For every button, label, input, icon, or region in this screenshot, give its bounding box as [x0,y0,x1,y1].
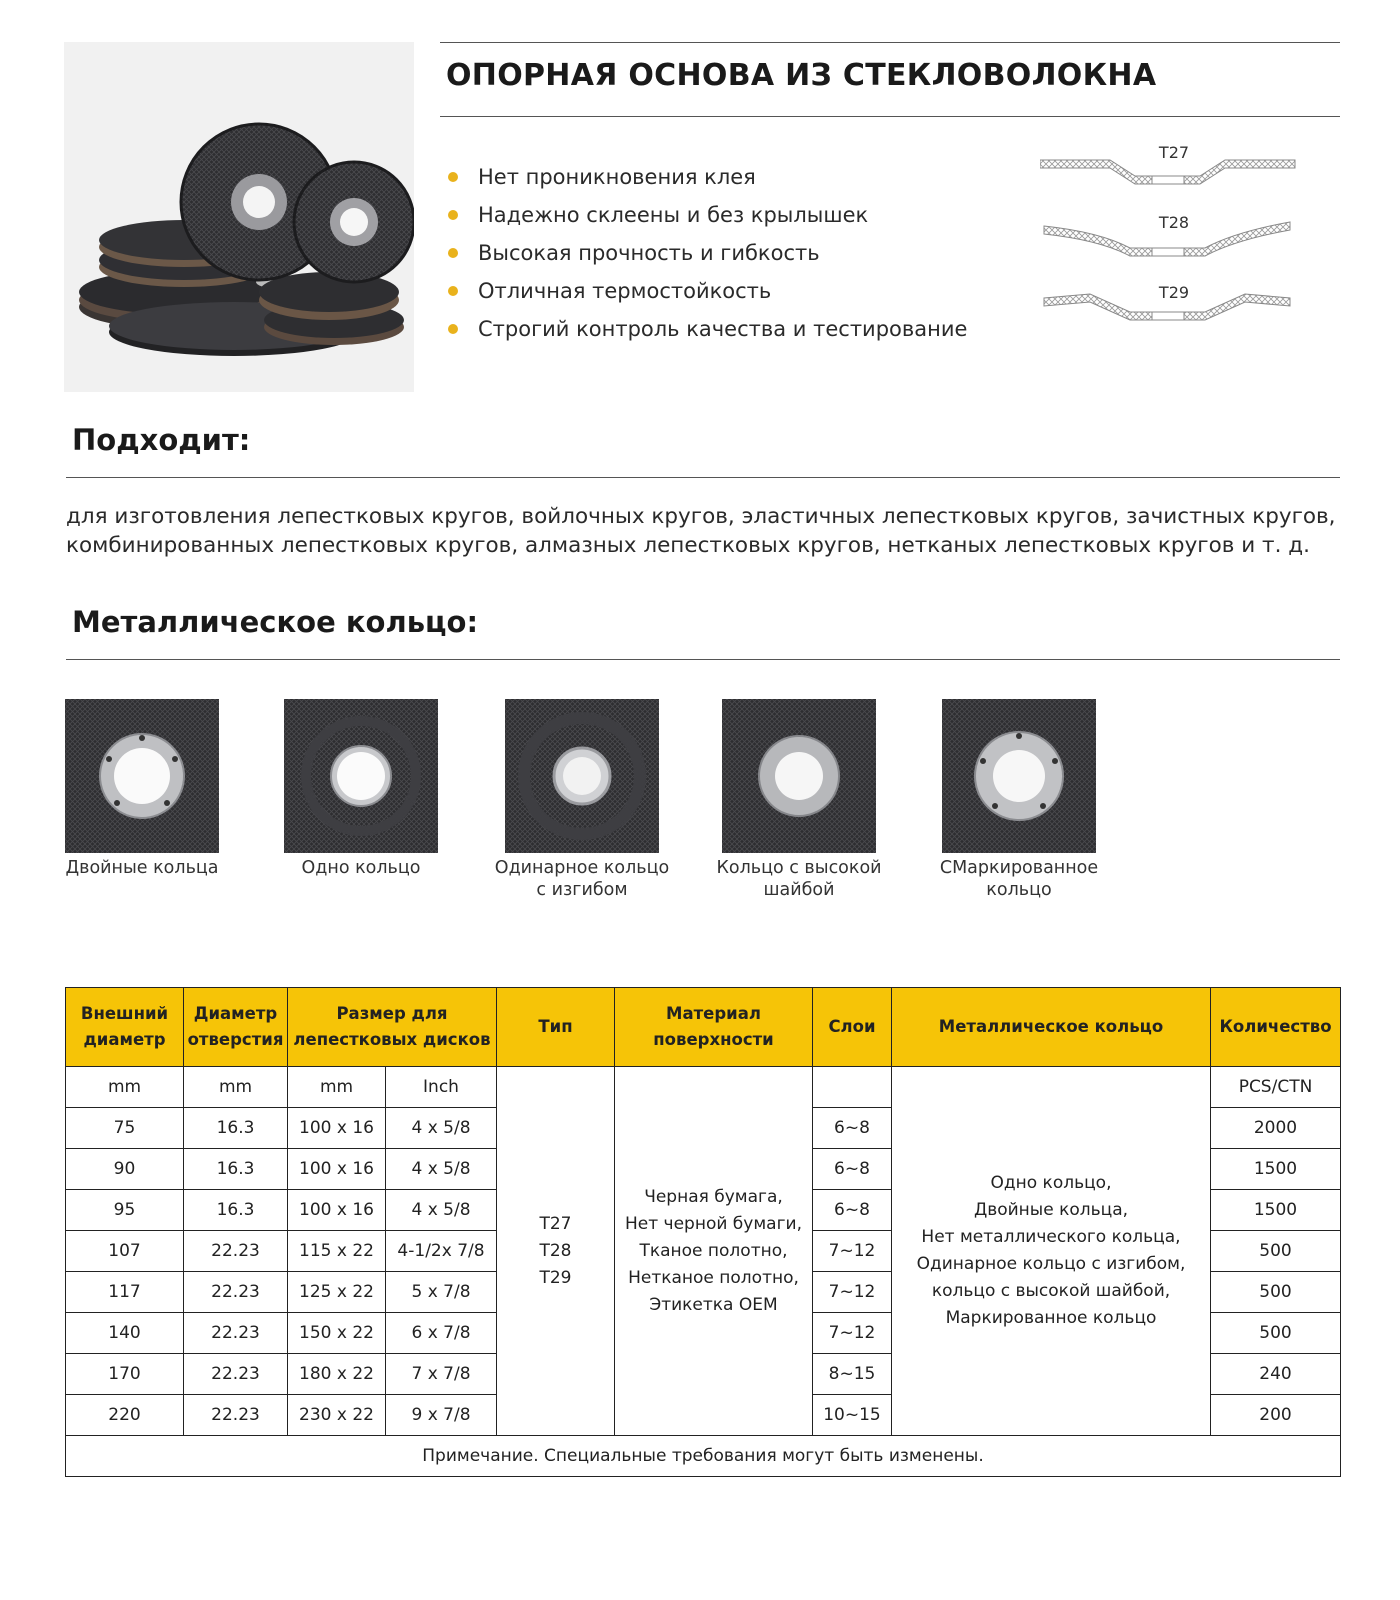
cell-qty: 500 [1211,1272,1341,1313]
unit-cell: PCS/CTN [1211,1067,1341,1108]
header-flap-size: Размер для лепестковых дисков [288,988,497,1067]
surface-line: Тканое полотно, [639,1240,788,1261]
table-units-row [66,1067,1341,1108]
profile-hub-t27 [1152,176,1184,184]
unit-cell [813,1067,892,1108]
cell-size-mm: 100 x 16 [288,1190,386,1231]
feature-item: Отличная термостойкость [446,272,967,310]
cell-outer: 220 [66,1395,184,1436]
unit-cell: mm [288,1067,386,1108]
ring-line: Маркированное кольцо [945,1308,1157,1328]
cell-size-mm: 100 x 16 [288,1149,386,1190]
metal-ring-cell [892,1067,1211,1436]
hero-title-rule [440,116,1340,117]
double-ring-image [65,699,219,853]
cell-size-inch: 4 x 5/8 [386,1108,497,1149]
ring-line: Одно кольцо, [990,1173,1112,1193]
header-layers: Слои [813,988,892,1067]
section-rule [66,477,1340,478]
cell-size-inch: 4 x 5/8 [386,1149,497,1190]
feature-list [446,158,967,348]
cell-layers: 6~8 [813,1190,892,1231]
ring-variant-single [284,699,438,879]
ring-variant-bent [494,699,670,901]
header-surface: Материал поверхности [615,988,813,1067]
cell-outer: 170 [66,1354,184,1395]
cell-outer: 75 [66,1108,184,1149]
type-line: T29 [539,1267,572,1288]
section-rule [66,659,1340,660]
spec-table [65,987,1341,1477]
cell-layers: 6~8 [813,1108,892,1149]
table-note-row [66,1436,1341,1477]
ring-line: Одинарное кольцо с изгибом, [916,1254,1186,1274]
high-washer-ring-image [722,699,876,853]
cell-layers: 7~12 [813,1272,892,1313]
type-line: T27 [539,1213,572,1234]
cell-size-inch: 4 x 5/8 [386,1190,497,1231]
ring-variant-double [65,699,219,879]
bullet-icon [448,286,458,296]
cell-size-inch: 9 x 7/8 [386,1395,497,1436]
surface-line: Нет черной бумаги, [625,1213,802,1234]
ring-variant-marked [939,699,1099,901]
surface-line: Черная бумага, [644,1186,783,1207]
cell-qty: 500 [1211,1313,1341,1354]
ring-caption: СМаркированное кольцо [939,858,1099,900]
product-photo [64,42,414,392]
cell-qty: 200 [1211,1395,1341,1436]
surface-line: Нетканое полотно, [628,1267,799,1288]
cell-qty: 1500 [1211,1190,1341,1231]
table-header-row [66,988,1341,1067]
single-ring-image [284,699,438,853]
surface-cell [615,1067,813,1436]
bent-ring-image [505,699,659,853]
cell-outer: 90 [66,1149,184,1190]
cell-size-mm: 180 x 22 [288,1354,386,1395]
profile-hub-t29 [1152,312,1184,320]
cell-size-mm: 115 x 22 [288,1231,386,1272]
type-line: T28 [539,1240,572,1261]
cell-size-inch: 6 x 7/8 [386,1313,497,1354]
cell-size-inch: 4-1/2x 7/8 [386,1231,497,1272]
bullet-icon [448,210,458,220]
section-title-metal-ring: Металлическое кольцо: [72,605,479,639]
cell-qty: 1500 [1211,1149,1341,1190]
cell-bore: 22.23 [184,1231,288,1272]
ring-variant-high-washer [716,699,882,901]
unit-cell: Inch [386,1067,497,1108]
cell-bore: 22.23 [184,1313,288,1354]
cell-outer: 95 [66,1190,184,1231]
header-metal-ring: Металлическое кольцо [892,988,1211,1067]
marked-ring-image [942,699,1096,853]
ring-line: Нет металлического кольца, [921,1227,1181,1247]
feature-item: Строгий контроль качества и тестирование [446,310,967,348]
ring-caption: Двойные кольца [65,858,219,878]
header-quantity: Количество [1211,988,1341,1067]
cell-bore: 22.23 [184,1395,288,1436]
cell-outer: 117 [66,1272,184,1313]
cell-outer: 107 [66,1231,184,1272]
cell-size-mm: 125 x 22 [288,1272,386,1313]
ring-line: кольцо с высокой шайбой, [931,1281,1171,1301]
hero-top-rule [440,42,1340,43]
header-outer-diameter: Внешний диаметр [66,988,184,1067]
bullet-icon [448,172,458,182]
cell-size-mm: 150 x 22 [288,1313,386,1354]
ring-line: Двойные кольца, [973,1200,1129,1220]
cell-layers: 10~15 [813,1395,892,1436]
cell-bore: 22.23 [184,1354,288,1395]
surface-line: Этикетка OEM [649,1294,778,1315]
cell-outer: 140 [66,1313,184,1354]
cell-size-inch: 7 x 7/8 [386,1354,497,1395]
ring-caption: Одинарное кольцо с изгибом [494,858,670,900]
disc-profile-diagram [1040,140,1330,340]
cell-bore: 16.3 [184,1149,288,1190]
profile-label-t29: T29 [1158,283,1190,302]
ring-caption: Кольцо с высокой шайбой [716,858,882,900]
type-cell [497,1067,615,1436]
unit-cell: mm [184,1067,288,1108]
section-title-suitable: Подходит: [72,423,251,457]
cell-size-mm: 100 x 16 [288,1108,386,1149]
profile-label-t28: T28 [1158,213,1190,232]
cell-qty: 240 [1211,1354,1341,1395]
bullet-icon [448,324,458,334]
header-bore-diameter: Диаметр отверстия [184,988,288,1067]
page-title: ОПОРНАЯ ОСНОВА ИЗ СТЕКЛОВОЛОКНА [446,58,1157,93]
cell-bore: 16.3 [184,1108,288,1149]
feature-item: Нет проникновения клея [446,158,967,196]
cell-qty: 500 [1211,1231,1341,1272]
cell-layers: 7~12 [813,1231,892,1272]
header-type: Тип [497,988,615,1067]
cell-layers: 8~15 [813,1354,892,1395]
feature-item: Надежно склеены и без крылышек [446,196,967,234]
cell-size-inch: 5 x 7/8 [386,1272,497,1313]
cell-layers: 6~8 [813,1149,892,1190]
feature-item: Высокая прочность и гибкость [446,234,967,272]
profile-hub-t28 [1152,248,1184,256]
suitable-text: для изготовления лепестковых кругов, войлочных кругов, эластичных лепестковых кругов, зачистных кругов, комбинированных лепестковых кругов, алмазных лепестковых кругов, нетканых лепестковых кругов и т. д. [66,504,1336,558]
cell-qty: 2000 [1211,1108,1341,1149]
profile-label-t27: T27 [1158,143,1190,162]
cell-size-mm: 230 x 22 [288,1395,386,1436]
unit-cell: mm [66,1067,184,1108]
cell-bore: 16.3 [184,1190,288,1231]
table-note: Примечание. Специальные требования могут быть изменены. [66,1436,1341,1477]
cell-layers: 7~12 [813,1313,892,1354]
bullet-icon [448,248,458,258]
cell-bore: 22.23 [184,1272,288,1313]
ring-caption: Одно кольцо [301,858,421,878]
